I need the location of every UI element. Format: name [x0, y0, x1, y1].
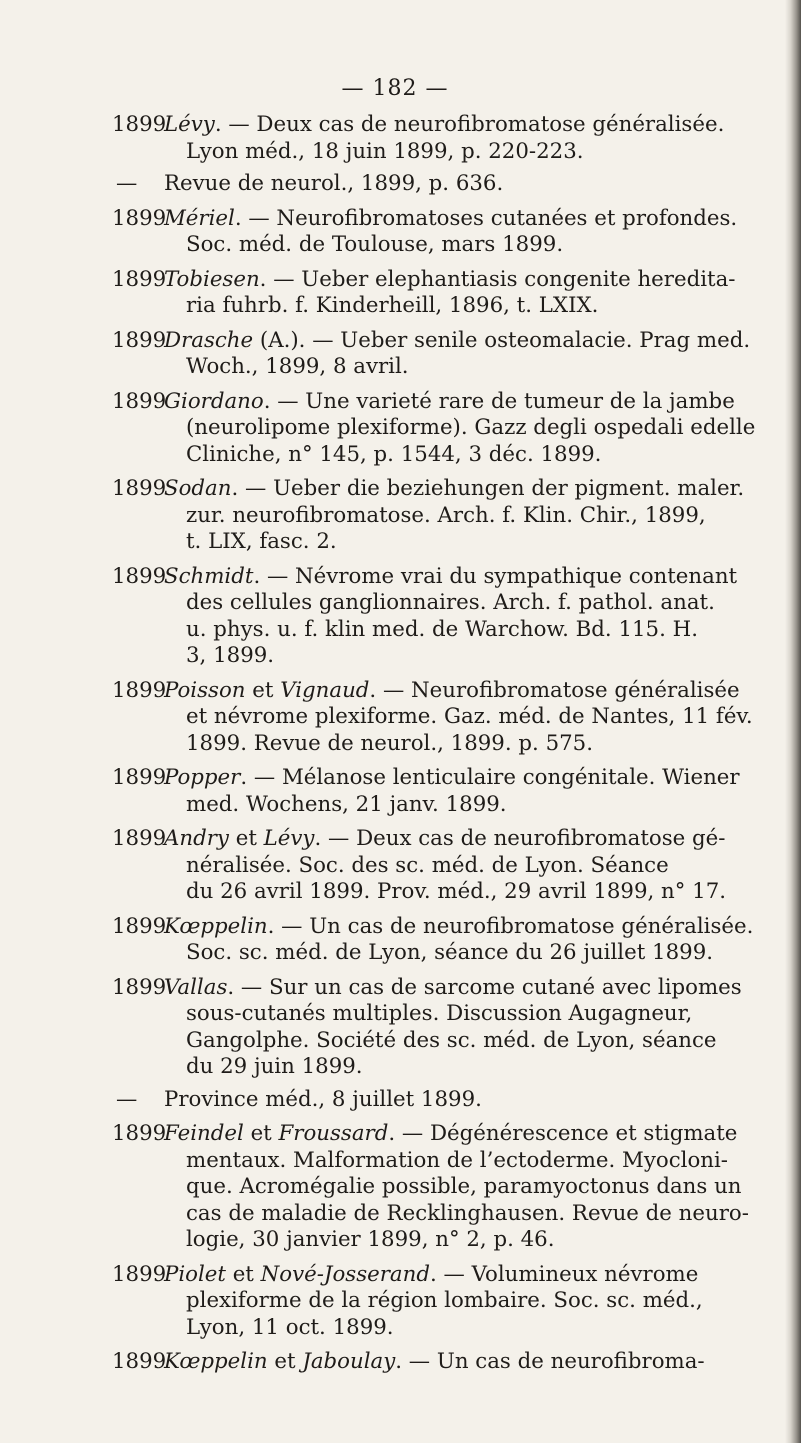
entry-line — [164, 442, 765, 469]
author-name: Poisson — [164, 677, 246, 703]
entry-text: mentaux. Malformation de l’ectoderme. Myocloni- — [186, 1147, 728, 1173]
entry-text: et névrome plexiforme. Gaz. méd. de Nantes, 11 fév. — [186, 704, 753, 729]
bibliography-entry — [0, 112, 785, 165]
bibliography-entry — [0, 171, 785, 198]
entry-line — [164, 1349, 765, 1376]
author-name: Schmidt — [164, 563, 254, 589]
bibliography-entry — [0, 1121, 785, 1254]
author-name: Froussard — [278, 1121, 389, 1146]
entry-line — [164, 826, 765, 853]
entry-line — [164, 206, 765, 233]
author-name: Sodan — [164, 476, 232, 501]
entry-year: 1899 — [112, 913, 167, 939]
entry-line — [164, 940, 765, 967]
entry-text: . — Deux cas de neurofibromatose gé- — [314, 826, 726, 851]
entry-line — [164, 529, 765, 556]
entry-line — [164, 564, 765, 591]
entry-line — [164, 1028, 765, 1055]
entry-line — [164, 704, 765, 731]
entry-text: du 29 juin 1899. — [186, 1054, 363, 1079]
bibliography-entry — [0, 765, 785, 818]
entry-text: . — Neurofibromatoses cutanées et profondes. — [234, 205, 738, 231]
entry-line — [164, 232, 765, 259]
author-name: Vignaud — [280, 677, 370, 703]
entry-year: 1899 — [112, 205, 167, 231]
author-name: Lévy — [263, 826, 315, 851]
entry-text: Cliniche, n° 145, p. 1544, 3 déc. 1899. — [186, 441, 602, 467]
page-edge-shadow — [785, 0, 801, 1443]
entry-line — [164, 879, 765, 906]
entry-text: Revue de neurol., 1899, p. 636. — [164, 171, 504, 196]
entry-text: Lyon, 11 oct. 1899. — [186, 1314, 394, 1340]
entry-line — [164, 293, 765, 320]
entry-line — [164, 1288, 765, 1315]
entry-text: du 26 avril 1899. Prov. méd., 29 avril 1899, n° 17. — [186, 879, 727, 904]
entry-year: 1899 — [112, 563, 167, 589]
entry-line — [164, 914, 765, 941]
bibliography-entry — [0, 476, 785, 556]
author-name: Drasche — [164, 327, 254, 353]
entry-text: zur. neurofibromatose. Arch. f. Klin. Chir., 1899, — [186, 502, 706, 528]
entry-text: t. LIX, fasc. 2. — [186, 529, 337, 554]
bibliography-entry — [0, 1349, 785, 1376]
entry-text: . — Une varieté rare de tumeur de la jambe — [263, 388, 735, 414]
entry-text: . — Ueber elephantiasis congenite heredita- — [259, 266, 736, 292]
entry-line — [164, 1174, 765, 1201]
bibliography-entry — [0, 975, 785, 1081]
entry-text: . — Mélanose lenticulaire congénitale. Wiener — [240, 765, 740, 790]
entry-year: 1899 — [112, 677, 167, 703]
entry-line — [164, 1054, 765, 1081]
entry-text: Soc. méd. de Toulouse, mars 1899. — [186, 232, 564, 257]
bibliography-entry — [0, 678, 785, 758]
bibliography-entry — [0, 389, 785, 469]
entry-line — [164, 731, 765, 758]
entry-text: et — [228, 826, 264, 851]
entry-line — [164, 389, 765, 416]
entry-line — [164, 678, 765, 705]
entry-text: néralisée. Soc. des sc. méd. de Lyon. Séance — [186, 852, 669, 878]
entry-text: sous-cutanés multiples. Discussion Augagneur, — [186, 1001, 693, 1026]
entry-text: med. Wochens, 21 janv. 1899. — [186, 791, 507, 817]
entry-text: 3, 1899. — [186, 643, 275, 668]
entry-text: . — Dégénérescence et stigmate — [388, 1121, 738, 1146]
entry-text: ria fuhrb. f. Kinderheill, 1896, t. LXIX. — [186, 293, 599, 318]
entry-line — [164, 328, 765, 355]
author-name: Nové-Josserand — [260, 1261, 430, 1287]
author-name: Tobiesen — [164, 266, 260, 292]
entry-text: . — Neurofibromatose généralisée — [369, 677, 740, 703]
entry-text: . — Un cas de neurofibromatose généralisée. — [267, 913, 754, 939]
author-name: Kœppelin — [164, 1349, 268, 1374]
entry-year: 1899 — [112, 765, 167, 790]
entry-line — [164, 765, 765, 792]
bibliography-entry — [0, 267, 785, 320]
page-number: — 182 — — [341, 76, 449, 101]
entry-year: 1899 — [112, 826, 167, 851]
entry-text: cas de maladie de Recklinghausen. Revue de neuro- — [186, 1200, 749, 1226]
entry-line — [164, 617, 765, 644]
entry-text: 1899. Revue de neurol., 1899. p. 575. — [186, 730, 593, 756]
ditto-dash: — — [116, 1086, 138, 1112]
entry-line — [164, 643, 765, 670]
entry-year: 1899 — [112, 974, 167, 1000]
author-name: Feindel — [164, 1121, 244, 1146]
bibliography-list — [0, 112, 785, 1384]
entry-text: que. Acromégalie possible, paramyoctonus dans un — [186, 1174, 742, 1199]
entry-year: 1899 — [112, 1121, 167, 1146]
entry-line — [164, 590, 765, 617]
entry-line — [164, 1201, 765, 1228]
author-name: Jaboulay — [302, 1349, 396, 1374]
entry-text: logie, 30 janvier 1899, n° 2, p. 46. — [186, 1227, 555, 1252]
entry-line — [164, 415, 765, 442]
entry-year: 1899 — [112, 327, 167, 353]
entry-text: . — Névrome vrai du sympathique contenant — [253, 563, 738, 589]
entry-text: (neurolipome plexiforme). Gazz degli ospedali edelle — [186, 415, 756, 440]
entry-line — [164, 354, 765, 381]
entry-line — [164, 975, 765, 1002]
entry-text: u. phys. u. f. klin med. de Warchow. Bd. 115. H. — [186, 616, 698, 642]
entry-line — [164, 1227, 765, 1254]
entry-text: . — Deux cas de neurofibromatose généralisée. — [214, 112, 725, 137]
entry-text: Gangolphe. Société des sc. méd. de Lyon, séance — [186, 1027, 717, 1053]
author-name: Kœppelin — [164, 913, 268, 939]
author-name: Andry — [164, 826, 229, 851]
author-name: Mériel — [164, 205, 235, 231]
entry-text: des cellules ganglionnaires. Arch. f. pathol. anat. — [186, 590, 715, 615]
entry-text: (A.). — Ueber senile osteomalacie. Prag med. — [253, 327, 751, 353]
entry-line — [164, 1315, 765, 1342]
author-name: Giordano — [164, 388, 264, 414]
entry-line — [164, 1148, 765, 1175]
entry-year: 1899 — [112, 266, 167, 292]
entry-text: et — [225, 1261, 261, 1287]
author-name: Vallas — [164, 974, 228, 1000]
entry-text: . — Sur un cas de sarcome cutané avec lipomes — [227, 974, 742, 1000]
entry-text: . — Un cas de neurofibroma- — [395, 1349, 705, 1374]
entry-text: et — [243, 1121, 279, 1146]
entry-line — [164, 171, 765, 198]
entry-text: . — Volumineux névrome — [429, 1261, 699, 1287]
entry-text: . — Ueber die beziehungen der pigment. maler. — [231, 476, 745, 501]
bibliography-entry — [0, 328, 785, 381]
entry-text: Soc. sc. méd. de Lyon, séance du 26 juillet 1899. — [186, 940, 714, 965]
author-name: Lévy — [164, 112, 215, 137]
entry-line — [164, 503, 765, 530]
entry-text: et — [267, 1349, 303, 1374]
entry-year: 1899 — [112, 1261, 167, 1287]
bibliography-entry — [0, 1262, 785, 1342]
entry-text: Lyon méd., 18 juin 1899, p. 220-223. — [186, 138, 584, 164]
entry-text: plexiforme de la région lombaire. Soc. sc. méd., — [186, 1288, 703, 1313]
bibliography-entry — [0, 826, 785, 906]
bibliography-entry — [0, 206, 785, 259]
entry-line — [164, 1087, 765, 1114]
entry-text: et — [245, 677, 281, 703]
bibliography-entry — [0, 564, 785, 670]
author-name: Popper — [164, 765, 241, 790]
entry-text: Woch., 1899, 8 avril. — [186, 354, 409, 379]
entry-line — [164, 1121, 765, 1148]
entry-year: 1899 — [112, 112, 167, 137]
entry-line — [164, 1262, 765, 1289]
bibliography-entry — [0, 914, 785, 967]
entry-year: 1899 — [112, 1349, 167, 1374]
author-name: Piolet — [164, 1261, 226, 1287]
entry-line — [164, 112, 765, 139]
entry-line — [164, 792, 765, 819]
entry-line — [164, 267, 765, 294]
entry-text: Province méd., 8 juillet 1899. — [164, 1086, 482, 1112]
entry-year: 1899 — [112, 476, 167, 501]
ditto-dash: — — [116, 171, 138, 196]
entry-line — [164, 476, 765, 503]
entry-line — [164, 853, 765, 880]
entry-line — [164, 139, 765, 166]
entry-line — [164, 1001, 765, 1028]
bibliography-entry — [0, 1087, 785, 1114]
entry-year: 1899 — [112, 388, 167, 414]
